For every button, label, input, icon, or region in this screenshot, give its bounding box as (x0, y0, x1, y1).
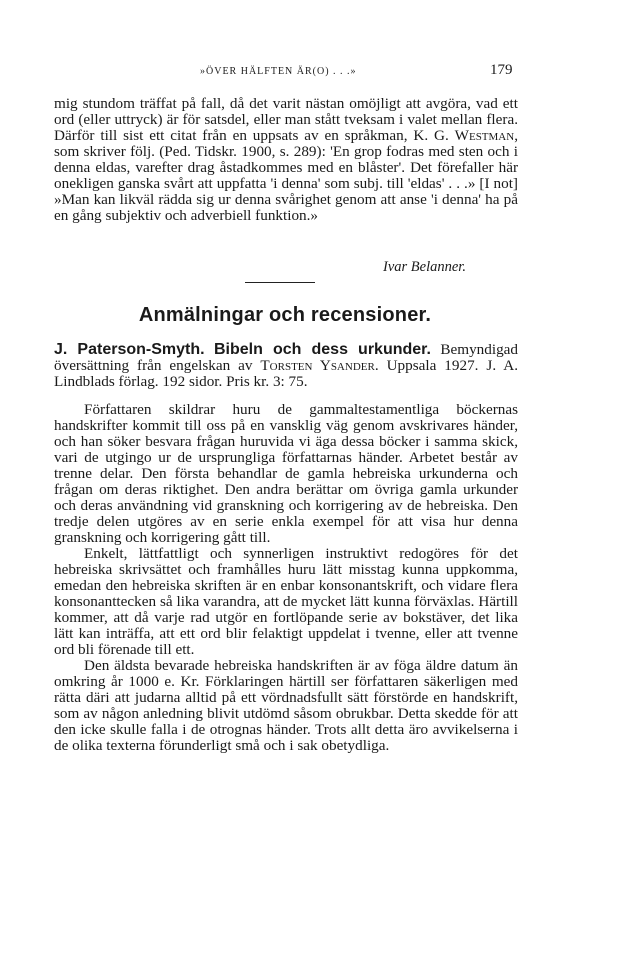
review-entry (54, 342, 518, 390)
intro-text (54, 96, 518, 224)
cited-author-name: Westman (454, 127, 515, 144)
signature: Ivar Belanner. (383, 259, 466, 275)
section-divider (245, 282, 315, 283)
review-paragraph: Enkelt, lättfattligt och synnerligen instruktivt redogöres för det hebreiska skrivsättet och framhålles huru lätt misstag kunna uppkomma, emedan den hebreiska skriften är en enbar konsonantskrift, och vidare flera konsonanttecken så lika varandra, att de mycket lätt kunna förväxlas. Härtill kommer, att då varje rad utgör en fortlöpande serie av bokstäver, det lika lätt kan inträffa, att ett ord blir felaktigt uppdelat i tvenne, eller att tvenne ord bli förenade till ett. (54, 545, 518, 658)
intro-paragraph (54, 96, 518, 224)
review-paragraph: Författaren skildrar huru de gammaltestamentliga böckernas handskrifter kommit till oss på en vansklig väg genom avskrivares händer, och han söker besvara frågan huruvida vi äga dessa böcker i samma skick, vari de utgingo ur de ursprungliga författarnas händer. Arbetet består av trenne delar. Den första behandlar de gamla hebreiska urkunderna och frågan om deras riktighet. Den andra berättar om övriga gamla urkunder och deras användning vid granskning och korrigering av de hebreiska. Den tredje delen utgöres av en serie enkla exempel för att visa hur denna granskning och korrigering gått till. (54, 401, 518, 546)
review-details-b: . Uppsala 1927. J. A. Lindblads förlag. 192 sidor. Pris kr. 3: 75. (54, 357, 519, 390)
review-paragraph: Den äldsta bevarade hebreiska handskriften är av föga äldre datum än omkring år 1000 e. Kr. Förklaringen härtill ser författaren säkerligen med rätta däri att judarna alltid på ett vördnadsfullt sätt förstörde en handskrift, som av någon anledning blivit utdömd såsom obrukbar. Detta skedde för att den icke skulle falla i de otrognas händer. Trots allt detta äro avvikelserna i de olika texterna förunderligt små och i sak obetydliga. (54, 657, 518, 754)
intro-text-b: , som skriver följ. (Ped. Tidskr. 1900, s. 289): 'En grop fodras med sten och i denna eldas, varefter drag åstadkommes med en blåster'. Det förefaller här onekligen ganska svårt att uppfatta 'i denna' som subj. till 'eldas' . . .» [I not] »Man kan likväl rädda sig ur denna svårighet genom att anse 'i denna' ha på en gång subjektiv och adverbiell funktion.» (54, 127, 518, 224)
review-book-title: Bibeln och dess urkunder. (214, 341, 431, 358)
review-details-a: Bemyndigad översättning från engelskan av (54, 341, 518, 374)
running-head: »ÖVER HÄLFTEN ÄR(O) . . .» (200, 66, 357, 77)
section-heading: Anmälningar och recensioner. (138, 304, 432, 326)
review-body (54, 402, 518, 754)
review-translator: Torsten Ysander (260, 357, 375, 374)
review-citation (54, 342, 518, 390)
intro-text-a: mig stundom träffat på fall, då det varit nästan omöjligt att avgöra, vad ett ord (eller uttryck) är för satsdel, eller man stått tveksam i valet mellan flera. Därför till sist ett citat från en uppsats av en språkman, K. G. (54, 95, 518, 144)
review-author: J. Paterson-Smyth. (54, 341, 205, 358)
page-number: 179 (490, 62, 513, 78)
